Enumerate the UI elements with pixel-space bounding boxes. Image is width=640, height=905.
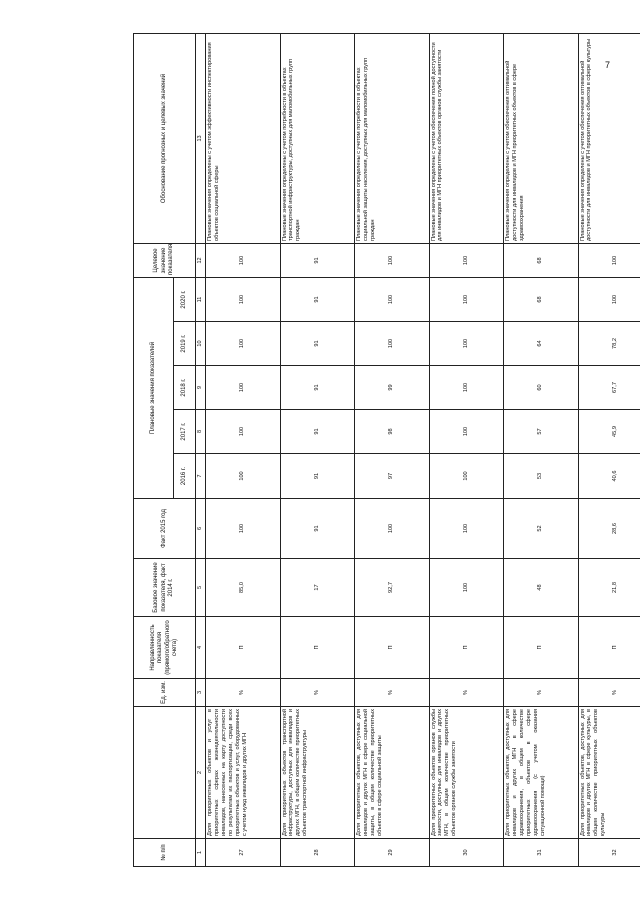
justification-cell: Плановые значения определены с учетом обеспечения полной доступности для инвалидов и МГН приоритетных объектов органов службы занятости [429,33,504,243]
indicator-cell: Доля приоритетных объектов органов службы занятости, доступных для инвалидов и других МГН, в общем количестве приоритетных объектов органов службы занятости [429,707,504,839]
header-base: Базовое значение показателя, факт 2014 г. [134,559,196,617]
base-value-cell: 17 [280,559,355,617]
target-value-cell: 100 [206,243,281,277]
plan-2017-cell: 100 [429,410,504,454]
plan-2019-cell: 91 [280,322,355,366]
indicator-cell: Доля приоритетных объектов, доступных для инвалидов и других МГН в сфере социальной защиты, в общем количестве приоритетных объектов в сфере социальной защиты [355,707,430,839]
page-number: 7 [605,60,611,70]
plan-2020-cell: 100 [578,277,640,321]
plan-2019-cell: 64 [504,322,579,366]
table-row [280,33,355,866]
table-row [578,33,640,866]
column-index-cell: 9 [196,366,206,410]
plan-2018-cell: 60 [504,366,579,410]
unit-cell: % [280,679,355,707]
plan-2019-cell: 100 [206,322,281,366]
plan-2020-cell: 100 [355,277,430,321]
plan-2020-cell: 100 [206,277,281,321]
direction-cell: П [280,617,355,679]
header-fact-2015: Факт 2015 год [134,499,196,559]
base-value-cell: 48 [504,559,579,617]
target-value-cell: 100 [355,243,430,277]
target-value-cell: 91 [280,243,355,277]
plan-2016-cell: 100 [206,454,281,499]
plan-2016-cell: 53 [504,454,579,499]
row-num-cell: 27 [206,839,281,867]
unit-cell: % [429,679,504,707]
indicator-cell: Доля приоритетных объектов, доступных для инвалидов и других МГН в сфере культуры, в общем количестве приоритетных объектов культуры [578,707,640,839]
header-justification: Обоснование прогнозных и целевых значений [134,33,196,243]
header-year: 2020 г. [174,277,196,321]
indicators-table [133,33,640,867]
table-row [504,33,579,866]
header-num: № п/п [134,839,196,867]
plan-2016-cell: 97 [355,454,430,499]
plan-2020-cell: 91 [280,277,355,321]
direction-cell: П [429,617,504,679]
column-index-cell: 13 [196,33,206,243]
unit-cell: % [206,679,281,707]
header-year: 2018 г. [174,366,196,410]
column-index-cell: 11 [196,277,206,321]
plan-2018-cell: 99 [355,366,430,410]
base-value-cell: 85,0 [206,559,281,617]
column-index-cell: 8 [196,410,206,454]
plan-2016-cell: 91 [280,454,355,499]
justification-cell: Плановые значения определены с учетом обеспечения оптимальной доступности для инвалидов и МГН приоритетных объектов в сфере здравоохранения [504,33,579,243]
unit-cell: % [504,679,579,707]
target-value-cell: 100 [578,243,640,277]
fact-2015-cell: 100 [429,499,504,559]
plan-2020-cell: 100 [429,277,504,321]
justification-cell: Плановые значения определены с учетом эффективности инспектирования объектов социальной сферы [206,33,281,243]
column-index-cell: 6 [196,499,206,559]
indicator-cell: Доля приоритетных объектов транспортной инфраструктуры, доступных для инвалидов и других МГН, в общем количестве приоритетных объектов транспортной инфраструктуры [280,707,355,839]
column-index-cell: 4 [196,617,206,679]
table-row [429,33,504,866]
plan-2017-cell: 57 [504,410,579,454]
fact-2015-cell: 100 [355,499,430,559]
header-unit: Ед. изм. [134,679,196,707]
header-indicator [134,707,196,839]
row-num-cell: 30 [429,839,504,867]
header-direction: Направленность показателя (прямого/обратного счета) [134,617,196,679]
row-num-cell: 29 [355,839,430,867]
header-planned: Плановые значения показателей [134,277,174,498]
column-index-cell: 10 [196,322,206,366]
justification-cell: Плановые значения определены с учетом потребности в объектах транспортной инфраструктуры, доступных для маломобильных групп граждан [280,33,355,243]
plan-2017-cell: 98 [355,410,430,454]
row-num-cell: 28 [280,839,355,867]
justification-cell: Плановые значения определены с учетом потребности в объектах социальной защиты населения, доступных для маломобильных групп граждан [355,33,430,243]
plan-2019-cell: 78,2 [578,322,640,366]
column-index-cell: 2 [196,707,206,839]
target-value-cell: 68 [504,243,579,277]
fact-2015-cell: 28,6 [578,499,640,559]
unit-cell: % [578,679,640,707]
target-value-cell: 100 [429,243,504,277]
plan-2017-cell: 91 [280,410,355,454]
row-num-cell: 31 [504,839,579,867]
base-value-cell: 92,7 [355,559,430,617]
header-year: 2016 г. [174,454,196,499]
column-index-cell: 7 [196,454,206,499]
column-index-cell: 3 [196,679,206,707]
plan-2019-cell: 100 [429,322,504,366]
plan-2017-cell: 45,9 [578,410,640,454]
plan-2018-cell: 100 [429,366,504,410]
plan-2018-cell: 100 [206,366,281,410]
base-value-cell: 100 [429,559,504,617]
plan-2018-cell: 67,7 [578,366,640,410]
plan-2018-cell: 91 [280,366,355,410]
column-index-cell: 12 [196,243,206,277]
direction-cell: П [578,617,640,679]
header-year: 2019 г. [174,322,196,366]
fact-2015-cell: 52 [504,499,579,559]
row-num-cell: 32 [578,839,640,867]
column-index-cell: 5 [196,559,206,617]
justification-cell: Плановые значения определены с учетом обеспечения оптимальной доступности для инвалидов и МГН приоритетных объектов в сфере культуры [578,33,640,243]
indicator-cell: Доля приоритетных объектов, доступных для инвалидов и других МГН в сфере здравоохранения, в общем количестве приоритетных объектов в сфере здравоохранения (с учетом оказания ситуационной помощи) [504,707,579,839]
base-value-cell: 21,8 [578,559,640,617]
direction-cell: П [206,617,281,679]
plan-2020-cell: 68 [504,277,579,321]
plan-2019-cell: 100 [355,322,430,366]
unit-cell: % [355,679,430,707]
column-index-cell: 1 [196,839,206,867]
plan-2016-cell: 40,6 [578,454,640,499]
header-year: 2017 г. [174,410,196,454]
table-row [355,33,430,866]
table-row [206,33,281,866]
fact-2015-cell: 100 [206,499,281,559]
direction-cell: П [504,617,579,679]
rotated-page-content [133,34,640,867]
fact-2015-cell: 91 [280,499,355,559]
column-index-row [196,33,206,866]
plan-2017-cell: 100 [206,410,281,454]
indicator-cell: Доля приоритетных объектов и услуг в приоритетных сферах жизнедеятельности инвалидов, нанесенных на карту доступности по результатам их паспортизации, среди всех приоритетных объектов и услуг, оборудованных с учетом нужд инвалидов и других МГН [206,707,281,839]
direction-cell: П [355,617,430,679]
plan-2016-cell: 100 [429,454,504,499]
header-target: Целевое значение показателя [134,243,196,277]
